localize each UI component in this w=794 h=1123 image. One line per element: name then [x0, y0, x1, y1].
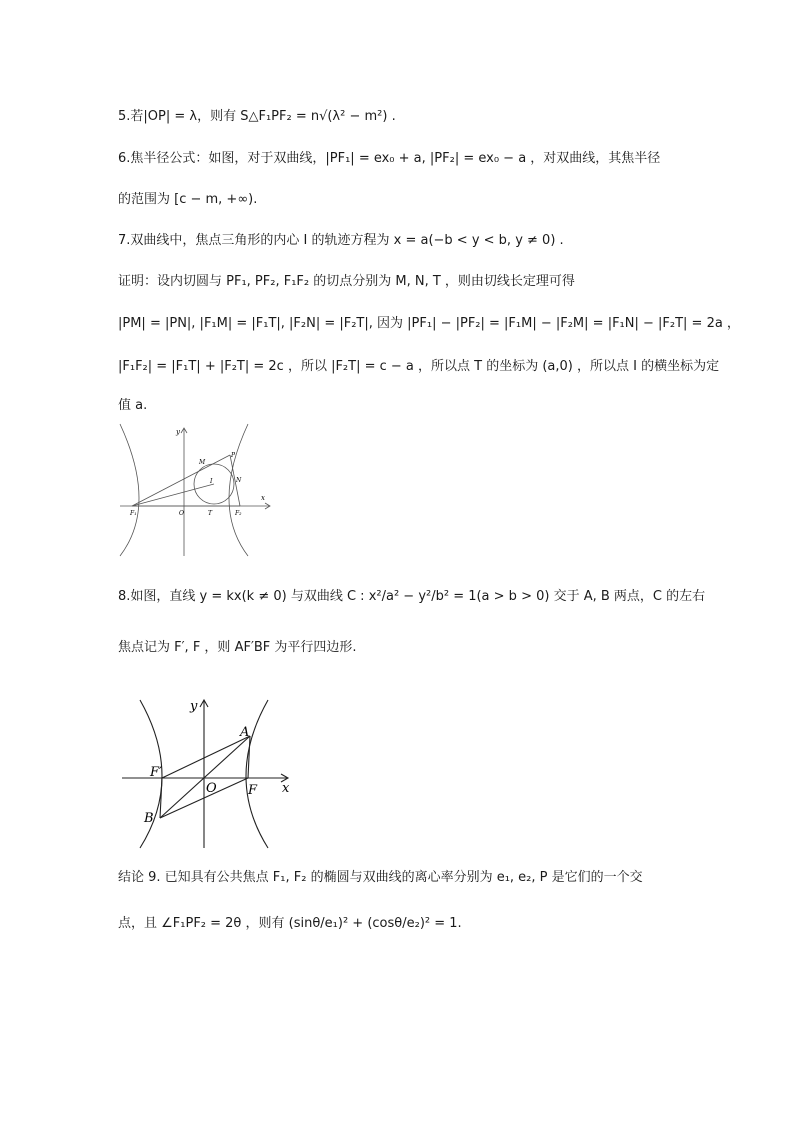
- item-8-line-2: 焦点记为 F′, F ，则 AF′BF 为平行四边形.: [118, 640, 357, 655]
- item-8-line-1: 8.如图，直线 y = kx(k ≠ 0) 与双曲线 C : x²/a² − y²/b² = 1(a > b > 0) 交于 A, B 两点，C 的左右: [118, 589, 706, 604]
- fig1-label-O: O: [179, 510, 184, 517]
- fig1-label-F2: F₂: [235, 510, 242, 517]
- fig2-label-B: B: [144, 811, 154, 826]
- figure-parallelogram: [120, 692, 300, 852]
- item-6-line-1: 6.焦半径公式：如图，对于双曲线，|PF₁| = ex₀ + a, |PF₂| = ex₀ − a ，对双曲线，其焦半径: [118, 151, 661, 166]
- fig1-label-I: I: [210, 478, 213, 485]
- fig1-label-y: y: [176, 428, 180, 436]
- item-6-line-2: 的范围为 [c − m, +∞).: [118, 192, 258, 207]
- proof-line-3: |F₁F₂| = |F₁T| + |F₂T| = 2c ，所以 |F₂T| = c − a ，所以点 T 的坐标为 (a,0) ，所以点 I 的横坐标为定: [118, 359, 720, 374]
- fig1-label-x: x: [261, 494, 265, 502]
- fig2-label-O: O: [206, 781, 217, 796]
- fig1-label-P: P: [231, 452, 236, 459]
- item-9-line-2: 点，且 ∠F₁PF₂ = 2θ ，则有 (sinθ/e₁)² + (cosθ/e₂)² = 1.: [118, 916, 462, 931]
- fig1-label-F1: F₁: [130, 510, 137, 517]
- item-5: 5.若|OP| = λ，则有 S△F₁PF₂ = n√(λ² − m²) .: [118, 109, 396, 124]
- fig1-label-T: T: [208, 510, 213, 517]
- figure-incircle: [118, 422, 278, 558]
- item-9-line-1: 结论 9. 已知具有公共焦点 F₁, F₂ 的椭圆与双曲线的离心率分别为 e₁, e₂, P 是它们的一个交: [118, 870, 643, 885]
- fig2-label-y: y: [190, 699, 198, 714]
- fig2-label-F: F: [248, 783, 258, 798]
- fig1-label-N: N: [236, 477, 242, 484]
- fig2-label-x: x: [282, 781, 290, 796]
- fig2-label-Fp: F′: [150, 765, 162, 780]
- item-7: 7.双曲线中，焦点三角形的内心 I 的轨迹方程为 x = a(−b < y < b, y ≠ 0) .: [118, 233, 564, 248]
- fig2-label-A: A: [240, 725, 250, 740]
- fig1-label-M: M: [199, 459, 206, 466]
- proof-line-4: 值 a.: [118, 398, 148, 413]
- proof-line-2: |PM| = |PN|, |F₁M| = |F₁T|, |F₂N| = |F₂T|, 因为 |PF₁| − |PF₂| = |F₁M| − |F₂M| = |F₁N| − |F₂T| = 2a ，: [118, 316, 740, 331]
- proof-line-1: 证明：设内切圆与 PF₁, PF₂, F₁F₂ 的切点分别为 M, N, T ，则由切线长定理可得: [118, 274, 575, 289]
